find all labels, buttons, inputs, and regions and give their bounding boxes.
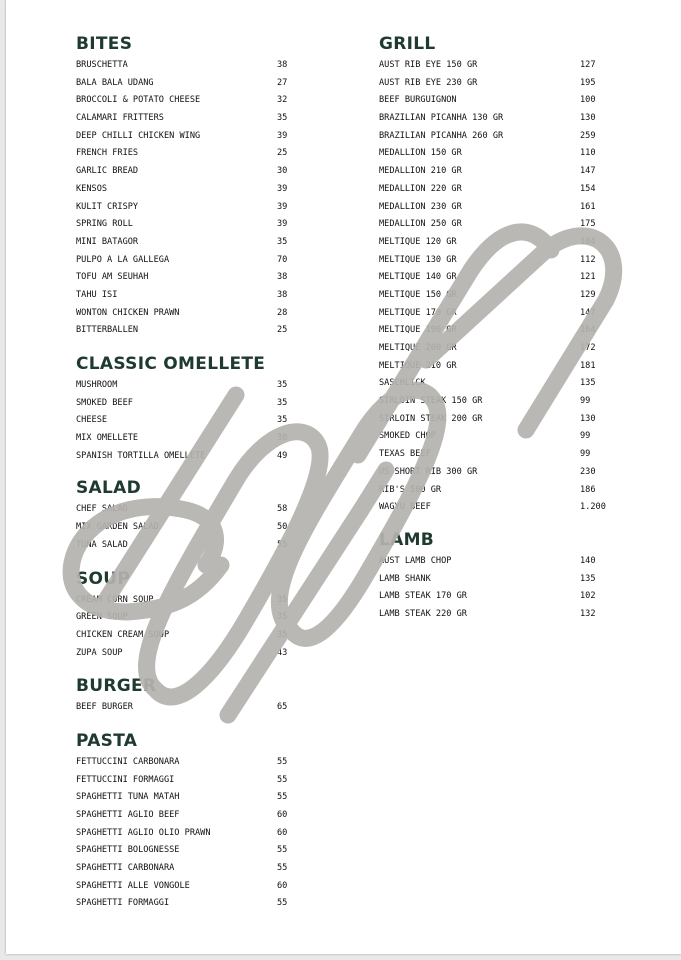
item-price: 65 bbox=[277, 702, 288, 713]
item-name: KENSOS bbox=[76, 183, 108, 194]
menu-item bbox=[379, 358, 639, 376]
item-price: 1.200 bbox=[580, 502, 606, 513]
item-name: GARLIC BREAD bbox=[76, 166, 139, 177]
item-name: SPAGHETTI CARBONARA bbox=[76, 863, 175, 874]
item-price: 60 bbox=[277, 827, 288, 838]
item-name: MUSHROOM bbox=[76, 380, 118, 390]
menu-item bbox=[76, 537, 306, 555]
item-price: 39 bbox=[277, 130, 288, 141]
menu-item bbox=[76, 699, 306, 717]
item-price: 55 bbox=[277, 774, 288, 785]
item-price: 129 bbox=[580, 289, 596, 300]
item-price: 35 bbox=[277, 415, 288, 426]
menu-item bbox=[76, 287, 306, 305]
item-name: BROCCOLI & POTATO CHEESE bbox=[76, 95, 201, 106]
item-price: 35 bbox=[277, 380, 288, 390]
item-name: TAHU ISI bbox=[76, 289, 118, 300]
item-name: MELTIQUE 140 GR bbox=[379, 272, 457, 283]
menu-item bbox=[379, 411, 639, 429]
item-name: PULPO A LA GALLEGA bbox=[76, 254, 170, 265]
section-title: CLASSIC OMELLETE bbox=[76, 354, 266, 374]
menu-item bbox=[76, 592, 306, 610]
item-price: 135 bbox=[580, 573, 596, 584]
menu-item bbox=[379, 287, 639, 305]
item-name: SIRLOIN STEAK 150 GR bbox=[379, 396, 483, 407]
menu-item bbox=[76, 860, 306, 878]
item-price: 102 bbox=[580, 591, 596, 602]
item-price: 99 bbox=[580, 396, 591, 407]
item-price: 39 bbox=[277, 219, 288, 230]
item-price: 25 bbox=[277, 148, 288, 159]
item-name: MELTIQUE 120 GR bbox=[379, 236, 457, 247]
item-price: 147 bbox=[580, 307, 596, 318]
item-name: CHEF SALAD bbox=[76, 504, 128, 515]
item-name: AUST RIB EYE 150 GR bbox=[379, 60, 478, 70]
item-name: MELTIQUE 150 GR bbox=[379, 289, 457, 300]
item-price: 50 bbox=[277, 522, 288, 533]
item-name: SIRLOIN STEAK 200 GR bbox=[379, 413, 483, 424]
section-bites bbox=[76, 34, 306, 340]
section-salad bbox=[76, 478, 306, 554]
menu-item bbox=[76, 57, 306, 75]
item-name: GREEN SOUP bbox=[76, 612, 128, 623]
item-name: SPAGHETTI TUNA MATAH bbox=[76, 792, 180, 803]
section-pasta bbox=[76, 731, 306, 913]
menu-item bbox=[379, 199, 639, 217]
menu-item bbox=[76, 772, 306, 790]
menu-item bbox=[379, 322, 639, 340]
item-price: 181 bbox=[580, 360, 596, 371]
menu-item bbox=[76, 789, 306, 807]
menu-item bbox=[76, 163, 306, 181]
item-price: 130 bbox=[580, 413, 596, 424]
item-price: 135 bbox=[580, 378, 596, 389]
item-name: TUNA SALAD bbox=[76, 539, 128, 550]
item-price: 35 bbox=[277, 397, 288, 408]
item-name: CHEESE bbox=[76, 415, 108, 426]
menu-item bbox=[76, 216, 306, 234]
item-name: BRAZILIAN PICANHA 130 GR bbox=[379, 113, 504, 124]
section-title: SOUP bbox=[76, 568, 131, 589]
item-price: 60 bbox=[277, 880, 288, 891]
section-lamb bbox=[379, 530, 639, 624]
menu-item bbox=[76, 145, 306, 163]
item-price: 35 bbox=[277, 612, 288, 623]
item-name: WONTON CHICKEN PRAWN bbox=[76, 307, 180, 318]
item-name: MEDALLION 220 GR bbox=[379, 183, 462, 194]
menu-item bbox=[379, 75, 639, 93]
item-name: SPANISH TORTILLA OMELLETE bbox=[76, 450, 206, 461]
menu-item bbox=[76, 448, 306, 466]
item-price: 38 bbox=[277, 60, 288, 70]
item-price: 132 bbox=[580, 608, 596, 619]
menu-item bbox=[379, 588, 639, 606]
item-name: CHICKEN CREAM SOUP bbox=[76, 629, 170, 640]
menu-item bbox=[76, 252, 306, 270]
item-name: MELTIQUE 210 GR bbox=[379, 360, 457, 371]
item-price: 55 bbox=[277, 539, 288, 550]
item-name: TEXAS BEEF bbox=[379, 449, 431, 460]
item-price: 55 bbox=[277, 756, 288, 767]
menu-item bbox=[76, 842, 306, 860]
menu-item bbox=[76, 754, 306, 772]
item-name: ZUPA SOUP bbox=[76, 647, 123, 658]
item-price: 230 bbox=[580, 466, 596, 477]
item-price: 127 bbox=[580, 60, 596, 70]
item-name: US SHORT RIB 300 GR bbox=[379, 466, 478, 477]
item-name: SPAGHETTI ALLE VONGOLE bbox=[76, 880, 190, 891]
item-price: 259 bbox=[580, 130, 596, 141]
item-name: MELTIQUE 130 GR bbox=[379, 254, 457, 265]
menu-item bbox=[379, 482, 639, 500]
item-name: FETTUCCINI CARBONARA bbox=[76, 756, 180, 767]
item-name: SMOKED BEEF bbox=[76, 397, 133, 408]
item-price: 38 bbox=[277, 289, 288, 300]
menu-item bbox=[379, 428, 639, 446]
item-price: 112 bbox=[580, 254, 596, 265]
section-title: BURGER bbox=[76, 676, 157, 697]
item-name: MELTIQUE 200 GR bbox=[379, 343, 457, 353]
item-price: 25 bbox=[277, 325, 288, 336]
item-price: 55 bbox=[277, 792, 288, 803]
menu-item bbox=[379, 446, 639, 464]
menu-item bbox=[379, 305, 639, 323]
item-name: MEDALLION 150 GR bbox=[379, 148, 462, 159]
section-title: GRILL bbox=[379, 34, 436, 54]
item-price: 35 bbox=[277, 236, 288, 247]
item-price: 35 bbox=[277, 594, 288, 605]
item-list bbox=[379, 57, 639, 517]
item-price: 55 bbox=[277, 898, 288, 909]
item-name: MELTIQUE 190 GR bbox=[379, 325, 457, 336]
menu-item bbox=[76, 75, 306, 93]
item-name: SPRING ROLL bbox=[76, 219, 133, 230]
item-list bbox=[76, 57, 306, 340]
item-name: LAMB SHANK bbox=[379, 573, 431, 584]
item-name: CREAM CORN SOUP bbox=[76, 594, 154, 605]
item-name: MINI BATAGOR bbox=[76, 236, 139, 247]
menu-item bbox=[76, 627, 306, 645]
item-name: LAMB STEAK 220 GR bbox=[379, 608, 467, 619]
menu-item bbox=[76, 199, 306, 217]
item-price: 39 bbox=[277, 201, 288, 212]
item-name: KULIT CRISPY bbox=[76, 201, 139, 212]
item-name: BALA BALA UDANG bbox=[76, 77, 154, 88]
item-price: 28 bbox=[277, 307, 288, 318]
section-soup bbox=[76, 569, 306, 663]
item-price: 35 bbox=[277, 113, 288, 124]
section-classic-omellete bbox=[76, 354, 306, 465]
section-title: SALAD bbox=[76, 478, 142, 499]
menu-item bbox=[76, 377, 306, 395]
section-grill bbox=[379, 34, 639, 517]
menu-item bbox=[379, 499, 639, 517]
menu-item bbox=[379, 464, 639, 482]
item-name: MEDALLION 250 GR bbox=[379, 219, 462, 230]
section-title: BITES bbox=[76, 34, 133, 54]
menu-page bbox=[6, 0, 681, 954]
item-name: WAGYU BEEF bbox=[379, 502, 431, 513]
menu-item bbox=[379, 252, 639, 270]
item-name: DEEP CHILLI CHICKEN WING bbox=[76, 130, 201, 141]
item-price: 175 bbox=[580, 219, 596, 230]
item-price: 55 bbox=[277, 845, 288, 856]
menu-item bbox=[76, 501, 306, 519]
item-name: BRUSCHETTA bbox=[76, 60, 128, 70]
menu-item bbox=[76, 181, 306, 199]
item-name: LAMB STEAK 170 GR bbox=[379, 591, 467, 602]
menu-item bbox=[379, 216, 639, 234]
item-price: 110 bbox=[580, 148, 596, 159]
menu-item bbox=[379, 110, 639, 128]
menu-item bbox=[379, 128, 639, 146]
item-price: 130 bbox=[580, 113, 596, 124]
item-price: 30 bbox=[277, 166, 288, 177]
menu-item bbox=[379, 92, 639, 110]
item-price: 195 bbox=[580, 77, 596, 88]
item-price: 70 bbox=[277, 254, 288, 265]
item-name: FETTUCCINI FORMAGGI bbox=[76, 774, 175, 785]
menu-item bbox=[76, 322, 306, 340]
menu-item bbox=[76, 305, 306, 323]
menu-item bbox=[76, 395, 306, 413]
item-name: MEDALLION 230 GR bbox=[379, 201, 462, 212]
item-price: 104 bbox=[580, 236, 596, 247]
item-name: SASCHLICK bbox=[379, 378, 426, 389]
item-price: 164 bbox=[580, 325, 596, 336]
item-name: BITTERBALLEN bbox=[76, 325, 139, 336]
item-price: 140 bbox=[580, 555, 596, 566]
item-name: FRENCH FRIES bbox=[76, 148, 139, 159]
item-name: MIX OMELLETE bbox=[76, 433, 139, 444]
section-title: LAMB bbox=[379, 529, 435, 550]
menu-item bbox=[76, 825, 306, 843]
item-name: AUST RIB EYE 230 GR bbox=[379, 77, 478, 88]
item-name: AUST LAMB CHOP bbox=[379, 555, 452, 566]
right-column bbox=[379, 34, 639, 624]
menu-item bbox=[379, 181, 639, 199]
item-name: BEEF BURGUIGNON bbox=[379, 95, 457, 106]
menu-item bbox=[379, 234, 639, 252]
menu-item bbox=[379, 393, 639, 411]
item-name: BRAZILIAN PICANHA 260 GR bbox=[379, 130, 504, 141]
item-list bbox=[76, 699, 306, 717]
section-burger bbox=[76, 676, 306, 717]
item-price: 172 bbox=[580, 343, 596, 353]
item-name: SPAGHETTI AGLIO OLIO PRAWN bbox=[76, 827, 211, 838]
menu-item bbox=[76, 110, 306, 128]
item-list bbox=[76, 592, 306, 663]
item-name: RIB'S 500 GR bbox=[379, 484, 442, 495]
item-price: 154 bbox=[580, 183, 596, 194]
item-price: 161 bbox=[580, 201, 596, 212]
menu-item bbox=[379, 571, 639, 589]
menu-item bbox=[76, 895, 306, 913]
item-name: BEEF BURGER bbox=[76, 702, 133, 713]
item-name: MEDALLION 210 GR bbox=[379, 166, 462, 177]
menu-item bbox=[76, 878, 306, 896]
menu-item bbox=[76, 807, 306, 825]
menu-item bbox=[76, 519, 306, 537]
menu-item bbox=[76, 645, 306, 663]
item-price: 35 bbox=[277, 629, 288, 640]
item-price: 38 bbox=[277, 272, 288, 283]
item-price: 32 bbox=[277, 95, 288, 106]
item-name: MIX GARDEN SALAD bbox=[76, 522, 159, 533]
item-price: 38 bbox=[277, 433, 288, 444]
item-list bbox=[76, 377, 306, 465]
menu-item bbox=[379, 269, 639, 287]
menu-item bbox=[76, 609, 306, 627]
menu-item bbox=[76, 234, 306, 252]
menu-item bbox=[379, 375, 639, 393]
item-name: SPAGHETTI AGLIO BEEF bbox=[76, 810, 180, 820]
section-title: PASTA bbox=[76, 730, 138, 751]
item-list bbox=[76, 501, 306, 554]
item-price: 55 bbox=[277, 863, 288, 874]
menu-item bbox=[379, 340, 639, 358]
menu-item bbox=[379, 606, 639, 624]
menu-item bbox=[379, 163, 639, 181]
item-price: 147 bbox=[580, 166, 596, 177]
item-name: SMOKED CHOP bbox=[379, 431, 436, 442]
item-name: SPAGHETTI BOLOGNESSE bbox=[76, 845, 180, 856]
menu-item bbox=[379, 57, 639, 75]
item-price: 43 bbox=[277, 647, 288, 658]
left-column bbox=[76, 34, 306, 913]
item-name: TOFU AM SEUHAH bbox=[76, 272, 149, 283]
item-price: 60 bbox=[277, 810, 288, 820]
menu-item bbox=[379, 145, 639, 163]
item-name: CALAMARI FRITTERS bbox=[76, 113, 164, 124]
item-price: 99 bbox=[580, 431, 591, 442]
item-name: MELTIQUE 170 GR bbox=[379, 307, 457, 318]
item-price: 39 bbox=[277, 183, 288, 194]
menu-item bbox=[76, 412, 306, 430]
menu-item bbox=[76, 269, 306, 287]
menu-item bbox=[379, 553, 639, 571]
item-list bbox=[76, 754, 306, 913]
item-list bbox=[379, 553, 639, 624]
item-price: 58 bbox=[277, 504, 288, 515]
menu-item bbox=[76, 128, 306, 146]
menu-item bbox=[76, 92, 306, 110]
item-price: 121 bbox=[580, 272, 596, 283]
item-name: SPAGHETTI FORMAGGI bbox=[76, 898, 170, 909]
item-price: 99 bbox=[580, 449, 591, 460]
menu-item bbox=[76, 430, 306, 448]
item-price: 186 bbox=[580, 484, 596, 495]
item-price: 27 bbox=[277, 77, 288, 88]
item-price: 49 bbox=[277, 450, 288, 461]
item-price: 100 bbox=[580, 95, 596, 106]
